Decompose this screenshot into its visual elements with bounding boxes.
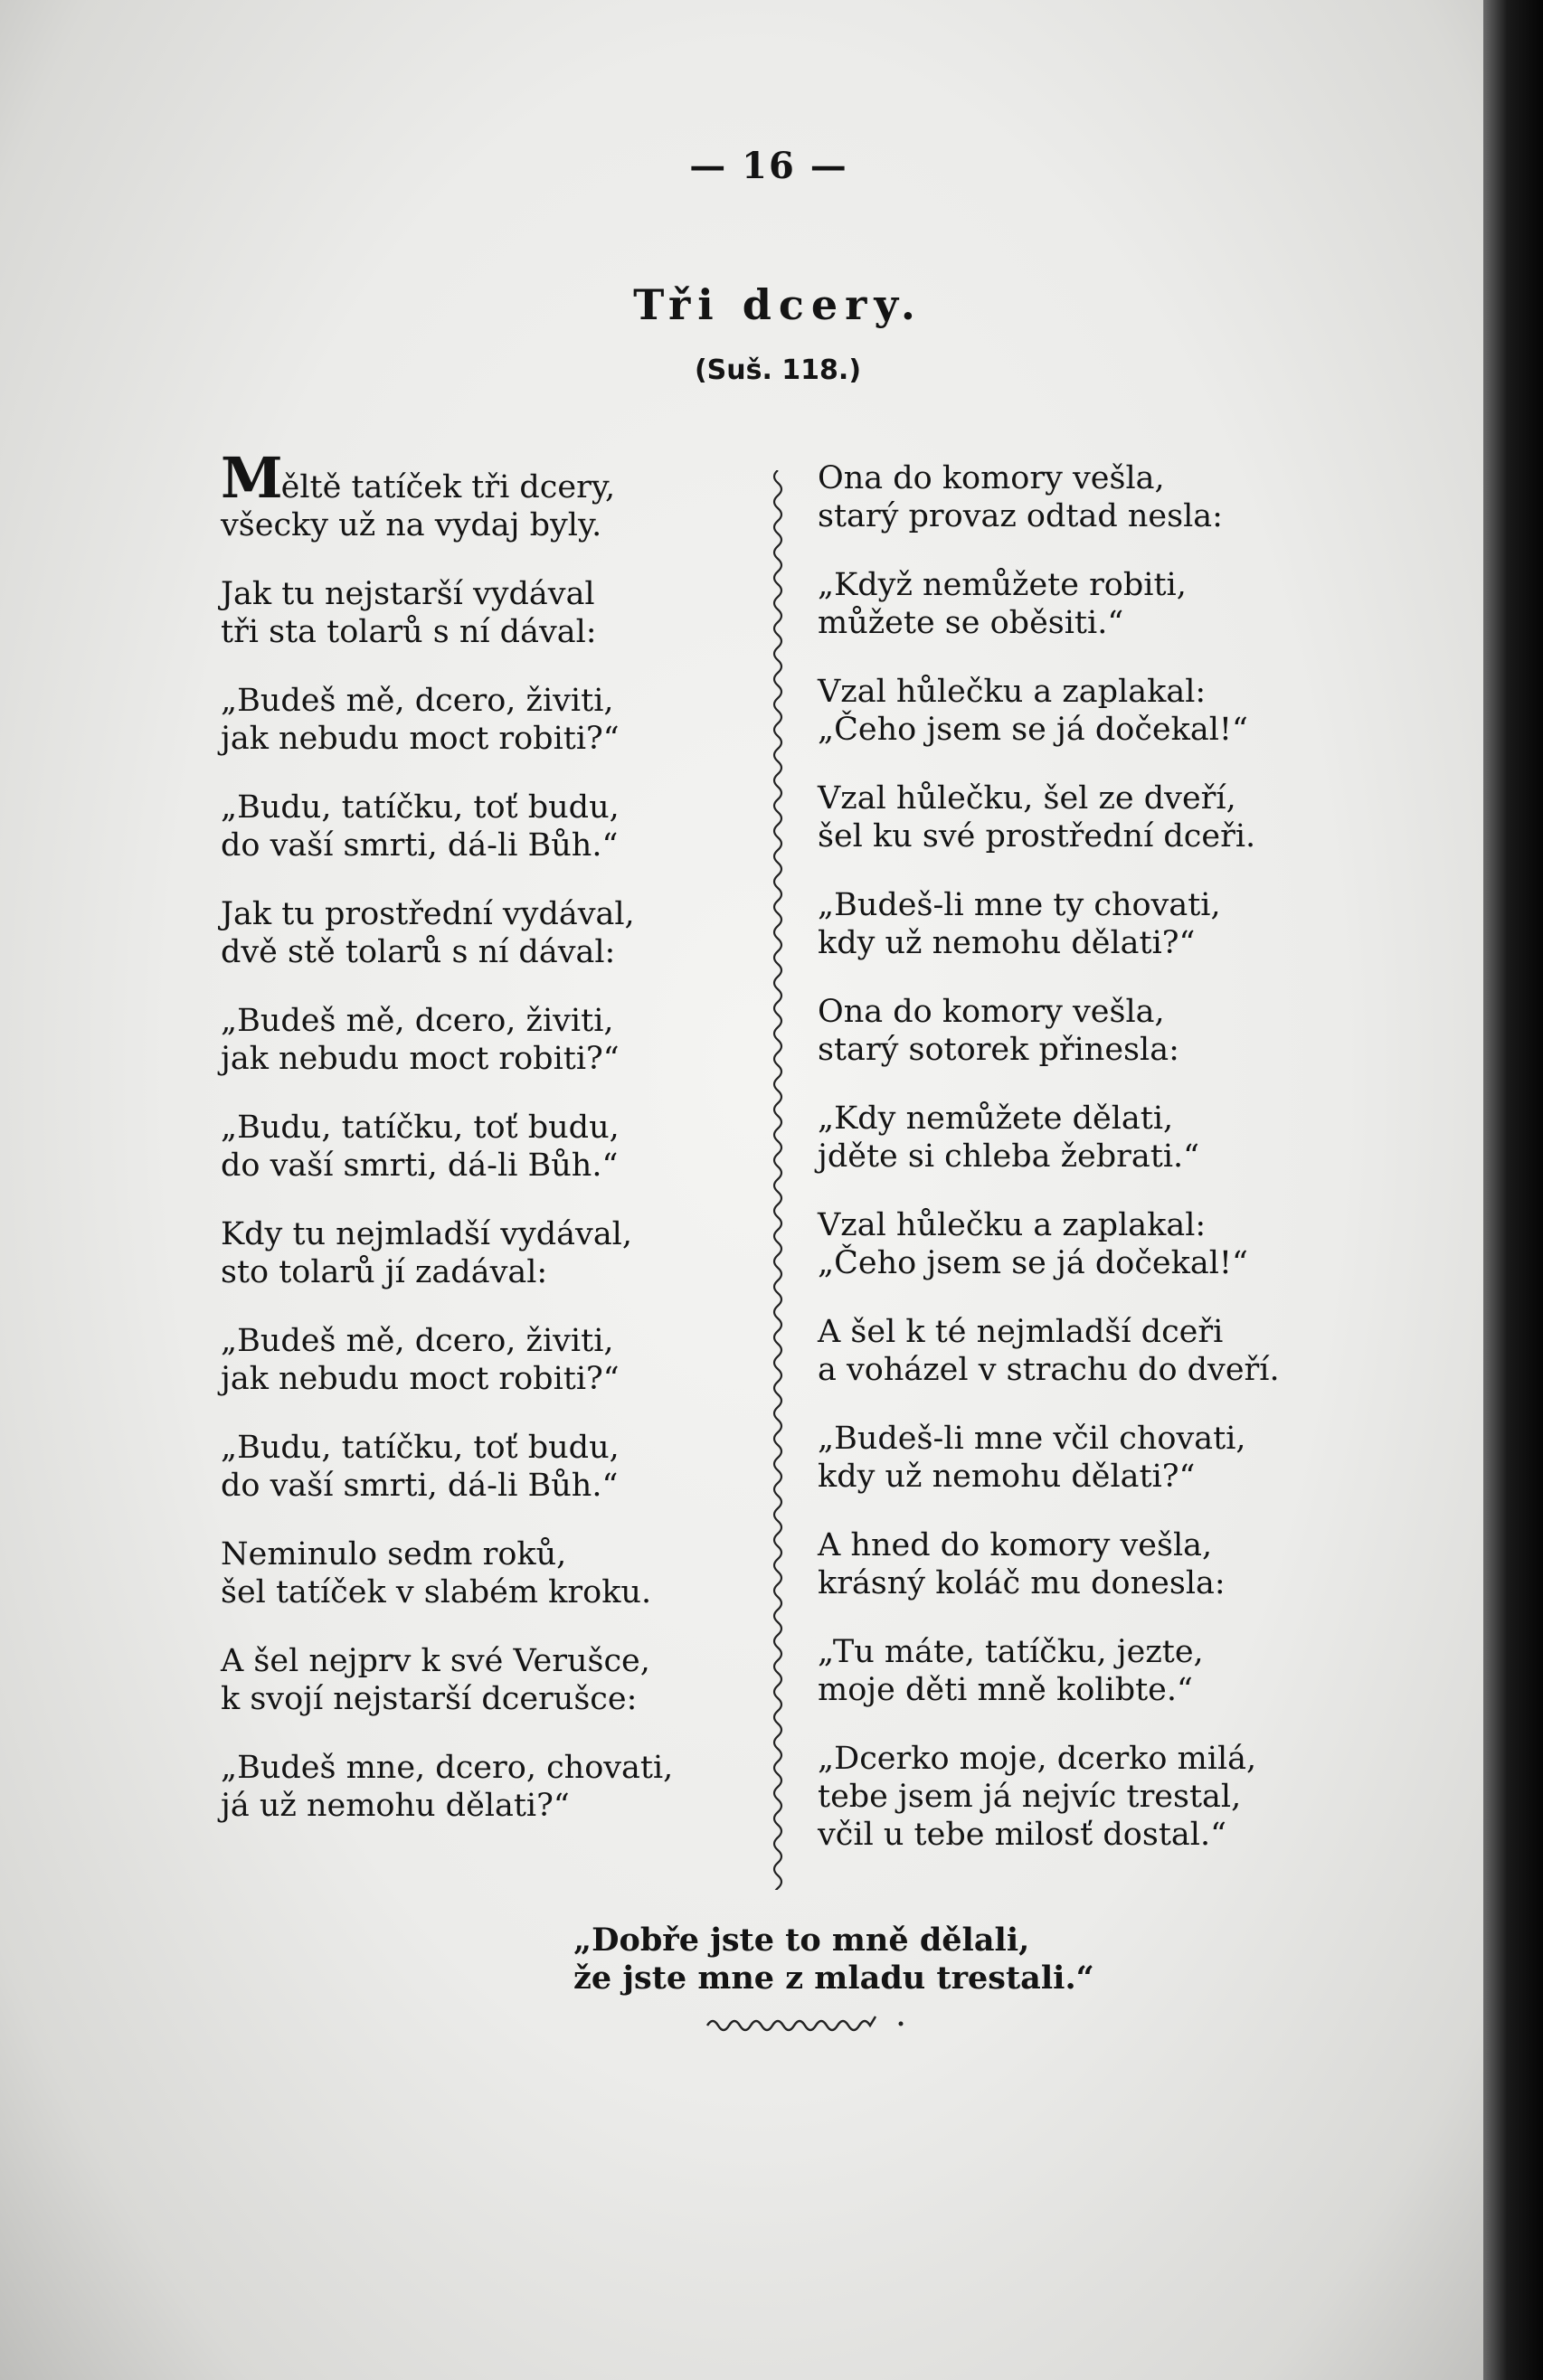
verse-line: do vaší smrti, dá-li Bůh.“ [221,827,619,864]
verse-line: Ona do komory vešla, [818,994,1165,1030]
verse-line: jděte si chleba žebrati.“ [818,1138,1200,1175]
stanza [818,993,1324,1069]
ornament-squiggle [705,2009,904,2036]
verse-line: tři sta tolarů s ní dával: [221,614,597,650]
right-column [818,459,1324,1884]
verse-line: „Budeš mě, dcero, živiti, [221,683,614,719]
verse-line: „Dobře jste to mně dělali, [573,1922,1030,1959]
left-column [221,445,736,1856]
stanza [818,566,1324,642]
scan-edge-shadow [1483,0,1543,2380]
verse-line: Vzal hůlečku a zaplakal: [818,674,1207,710]
stanza [818,1633,1324,1709]
verse-line: „Čeho jsem se já dočekal!“ [818,1245,1248,1281]
verse-line: Jak tu nejstarší vydával [221,576,595,612]
verse-line: všecky už na vydaj byly. [221,507,602,543]
stanza [818,886,1324,962]
stanza [818,1100,1324,1176]
verse-line: jak nebudu moct robiti?“ [221,1361,620,1397]
verse-line: Vzal hůlečku a zaplakal: [818,1207,1207,1243]
stanza [221,445,736,544]
verse-line: jak nebudu moct robiti?“ [221,721,620,757]
verse-line: můžete se oběsiti.“ [818,605,1124,641]
verse-line: starý sotorek přinesla: [818,1032,1179,1068]
verse-line: dvě stě tolarů s ní dával: [221,934,616,970]
stanza [221,895,736,971]
verse-line: do vaší smrti, dá-li Bůh.“ [221,1148,619,1184]
verse-line: Jak tu prostřední vydával, [221,896,635,932]
verse-line: „Budeš mne, dcero, chovati, [221,1750,674,1786]
poem-title: Tři dcery. [633,280,923,329]
verse-line: že jste mne z mladu trestali.“ [573,1960,1094,1997]
stanza [221,1322,736,1398]
verse-line: já už nemohu dělati?“ [221,1788,570,1824]
stanza [221,1749,736,1825]
verse-line: šel ku své prostřední dceři. [818,818,1256,855]
verse-line: „Když nemůžete robiti, [818,567,1187,603]
verse-line: Neminulo sedm roků, [221,1536,567,1572]
drop-cap-letter: M [221,445,281,511]
verse-line: „Čeho jsem se já dočekal!“ [818,712,1248,748]
verse-line: A šel nejprv k své Verušce, [221,1643,650,1679]
stanza [818,1740,1324,1854]
verse-line: „Budu, tatíčku, toť budu, [221,789,620,826]
verse-line: tebe jsem já nejvíc trestal, [818,1779,1242,1815]
verse-line: „Budeš-li mne včil chovati, [818,1421,1246,1457]
stanza [221,1109,736,1185]
stanza [221,1642,736,1718]
stanza [221,575,736,651]
verse-line: A hned do komory vešla, [818,1527,1213,1563]
verse-line: moje děti mně kolibte.“ [818,1672,1193,1708]
verse-line: šel tatíček v slabém kroku. [221,1574,652,1610]
stanza [818,1526,1324,1602]
verse-line: k svojí nejstarší dcerušce: [221,1681,638,1717]
stanza [818,459,1324,535]
verse-line: jak nebudu moct robiti?“ [221,1041,620,1077]
stanza [818,1206,1324,1282]
verse-line: Vzal hůlečku, šel ze dveří, [818,780,1236,817]
final-stanza [573,1922,1207,1998]
verse-line [221,445,736,511]
stanza [221,1535,736,1611]
poem-source: (Suš. 118.) [694,354,862,386]
stanza [221,1215,736,1291]
stanza [818,779,1324,855]
verse-line: kdy už nemohu dělati?“ [818,925,1196,961]
verse-line: starý provaz odtad nesla: [818,498,1223,534]
stanza [818,1313,1324,1389]
stanza [818,673,1324,749]
verse-line: do vaší smrti, dá-li Bůh.“ [221,1468,619,1504]
stanza [221,682,736,758]
verse-line: Kdy tu nejmladší vydával, [221,1216,632,1252]
verse-line: a voházel v strachu do dveří. [818,1352,1280,1388]
verse-line: „Budeš mě, dcero, živiti, [221,1003,614,1039]
verse-line: „Tu máte, tatíčku, jezte, [818,1634,1204,1670]
verse-line: A šel k té nejmladší dceři [818,1314,1224,1350]
verse-line: „Budu, tatíčku, toť budu, [221,1110,620,1146]
verse-line: „Budeš mě, dcero, živiti, [221,1323,614,1359]
verse-line: „Budu, tatíčku, toť budu, [221,1430,620,1466]
page-number: — 16 — [689,145,848,187]
stanza [221,789,736,864]
verse-line: „Budeš-li mne ty chovati, [818,887,1221,923]
verse-line: krásný koláč mu donesla: [818,1565,1226,1601]
stanza [221,1002,736,1078]
verse-line: Ona do komory vešla, [818,460,1165,496]
verse-line: sto tolarů jí zadával: [221,1254,548,1290]
verse-line: kdy už nemohu dělati?“ [818,1459,1196,1495]
verse-line: „Dcerko moje, dcerko milá, [818,1741,1257,1777]
verse-line: „Kdy nemůžete dělati, [818,1100,1174,1137]
stanza [818,1420,1324,1496]
verse-line: včil u tebe milosť dostal.“ [818,1817,1226,1853]
stanza [221,1429,736,1505]
wavy-divider-line [767,470,789,1890]
drop-cap-rest: ěltě tatíček tři dcery, [280,469,616,505]
